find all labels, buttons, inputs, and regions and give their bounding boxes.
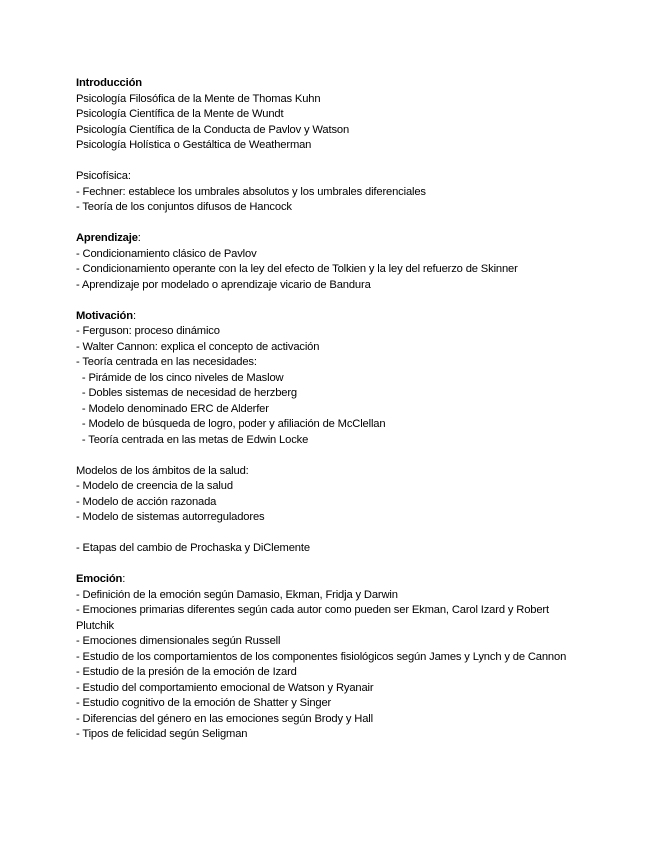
sub-list-item: - Dobles sistemas de necesidad de herzberg [76,387,298,399]
list-item: - Modelo de acción razonada [76,495,217,508]
list-item: - Emociones dimensionales según Russell [76,635,281,647]
section-title-line [76,309,576,325]
title-colon: : [122,573,126,585]
list-item: - Emociones primarias diferentes según cada autor como pueden ser Ekman, Carol Izard y Robert Plutchik [76,604,549,632]
sub-list-item: - Modelo de búsqueda de logro, poder y afiliación de McClellan [76,418,386,430]
section-introduccion [76,76,576,154]
list-item: Psicología Filosófica de la Mente de Thomas Kuhn [76,92,321,105]
section-title: Emoción [76,573,123,585]
list-item: - Estudio del comportamiento emocional de Watson y Ryanair [76,681,374,694]
list-item: - Teoría centrada en las necesidades: [76,356,257,368]
list-item: Psicología Holística o Gestáltica de Weatherman [76,139,312,151]
section-salud [76,464,576,526]
list-item: - Teoría de los conjuntos difusos de Hancock [76,201,292,213]
section-emocion [76,572,576,743]
section-etapas [76,541,576,557]
list-item: - Definición de la emoción según Damasio, Ekman, Fridja y Darwin [76,588,398,601]
list-item: - Ferguson: proceso dinámico [76,325,220,337]
title-colon: : [137,232,141,244]
list-item: - Estudio de los comportamientos de los componentes fisiológicos según James y Lynch y de Cannon [76,650,567,663]
section-title: Modelos de los ámbitos de la salud: [76,464,249,477]
list-item: - Condicionamiento operante con la ley del efecto de Tolkien y la ley del refuerzo de Skinner [76,263,518,275]
list-item: - Modelo de creencia de la salud [76,480,233,492]
section-title: Aprendizaje [76,232,138,244]
section-title: Introducción [76,77,142,89]
title-colon: : [132,309,136,322]
list-item: - Tipos de felicidad según Seligman [76,728,248,740]
section-title-line [76,572,576,588]
list-item: - Etapas del cambio de Prochaska y DiClemente [76,542,310,554]
sub-list-item: - Pirámide de los cinco niveles de Maslow [76,371,284,384]
sub-list-item: - Modelo denominado ERC de Alderfer [76,402,269,415]
list-item: Psicología Científica de la Mente de Wundt [76,108,284,120]
document-page [76,76,576,758]
list-item: - Condicionamiento clásico de Pavlov [76,247,257,260]
section-title: Psicofísica: [76,170,131,182]
list-item: Psicología Científica de la Conducta de Pavlov y Watson [76,123,350,136]
section-title-line [76,231,576,247]
list-item: - Fechner: establece los umbrales absolutos y los umbrales diferenciales [76,185,426,198]
section-psicofisica [76,169,576,216]
list-item: - Estudio cognitivo de la emoción de Shatter y Singer [76,697,332,709]
list-item: - Aprendizaje por modelado o aprendizaje vicario de Bandura [76,278,371,291]
sub-list-item: - Teoría centrada en las metas de Edwin Locke [76,433,309,446]
section-motivacion [76,309,576,449]
section-aprendizaje [76,231,576,293]
list-item: - Modelo de sistemas autorreguladores [76,511,265,523]
list-item: - Diferencias del género en las emociones según Brody y Hall [76,712,373,725]
section-title: Motivación [76,309,133,322]
list-item: - Estudio de la presión de la emoción de Izard [76,666,297,678]
list-item: - Walter Cannon: explica el concepto de activación [76,340,320,353]
